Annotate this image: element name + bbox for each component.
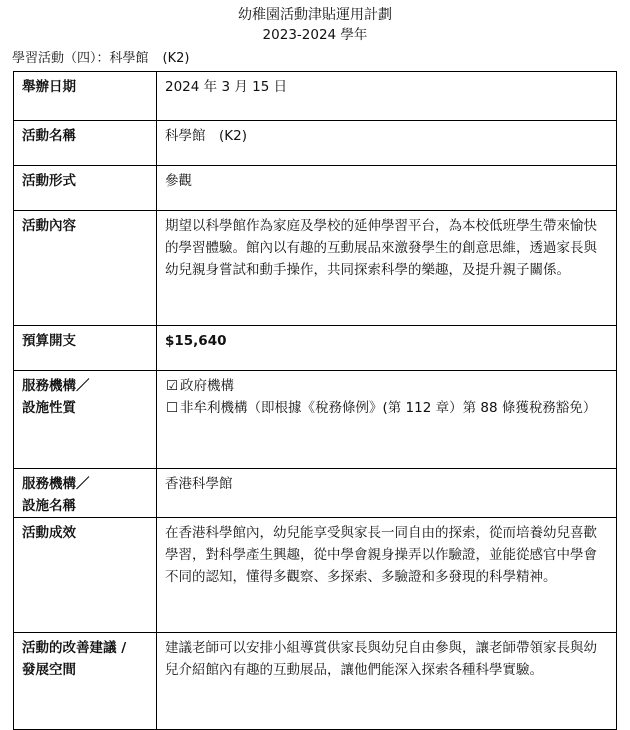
activity-name: 學習活動（四）：科學館: [12, 51, 149, 66]
org-name-label-line2: 設施名稱: [22, 498, 76, 514]
org-name-label-line1: 服務機構／: [22, 476, 90, 492]
table-row: [14, 469, 617, 518]
table-row: [14, 121, 617, 166]
document-title: 幼稚園活動津貼運用計劃: [238, 7, 392, 23]
row-label-activity-name: 活動名稱: [14, 121, 157, 166]
budget-value: $15,640: [157, 326, 617, 371]
org-name-value: 香港科學館: [157, 469, 617, 518]
option-non-profit[interactable]: [165, 397, 610, 419]
table-row: [14, 72, 617, 121]
row-label-improvement: [14, 633, 157, 730]
row-label-org-nature: [14, 371, 157, 469]
school-year: 2023-2024 學年: [262, 27, 368, 43]
activity-content-value: 期望以科學館作為家庭及學校的延伸學習平台，為本校低班學生帶來愉快的學習體驗。館內以有趣的互動展品來激發學生的創意思維，透過家長與幼兒親身嘗試和動手操作，共同探索科學的樂趣，及提升親子關係。: [157, 211, 617, 326]
row-label-format: 活動形式: [14, 166, 157, 211]
org-nature-label-line2: 設施性質: [22, 400, 76, 416]
table-row: [14, 166, 617, 211]
option-government-label: 政府機構: [180, 378, 234, 394]
improvement-label-line2: 發展空間: [22, 662, 76, 678]
improvement-value: 建議老師可以安排小組導賞供家長與幼兒自由參與，讓老師帶領家長與幼兒介紹館內有趣的互動展品，讓他們能深入探索各種科學實驗。: [157, 633, 617, 730]
activity-format-value: 參觀: [157, 166, 617, 211]
effectiveness-value: 在香港科學館內，幼兒能享受與家長一同自由的探索，從而培養幼兒喜歡學習，對科學產生興趣，從中學會親身操弄以作驗證，並能從感官中學會不同的認知，懂得多觀察、多探索、多驗證和多發現的科學精神。: [157, 518, 617, 633]
checked-checkbox-icon[interactable]: ☑: [165, 378, 179, 394]
org-nature-label-line1: 服務機構／: [22, 378, 90, 394]
table-row: [14, 518, 617, 633]
row-label-budget: 預算開支: [14, 326, 157, 371]
activity-class-tag: (K2): [162, 51, 190, 66]
option-non-profit-label: 非牟利機構（即根據《稅務條例》(第 112 章）第 88 條獲稅務豁免）: [180, 400, 597, 416]
row-label-effectiveness: 活動成效: [14, 518, 157, 633]
table-row: [14, 326, 617, 371]
event-date-value: 2024 年 3 月 15 日: [157, 72, 617, 121]
org-nature-options: [157, 371, 617, 469]
unchecked-checkbox-icon[interactable]: ☐: [165, 400, 179, 416]
activity-form-table: [13, 71, 617, 730]
table-row: [14, 211, 617, 326]
row-label-content: 活動內容: [14, 211, 157, 326]
activity-name-value: 科學館 (K2): [157, 121, 617, 166]
row-label-org-name: [14, 469, 157, 518]
option-government[interactable]: [165, 375, 610, 397]
improvement-label-line1: 活動的改善建議 /: [22, 640, 127, 656]
row-label-date: 舉辦日期: [14, 72, 157, 121]
activity-heading: [12, 50, 189, 68]
table-row: [14, 371, 617, 469]
table-row: [14, 633, 617, 730]
